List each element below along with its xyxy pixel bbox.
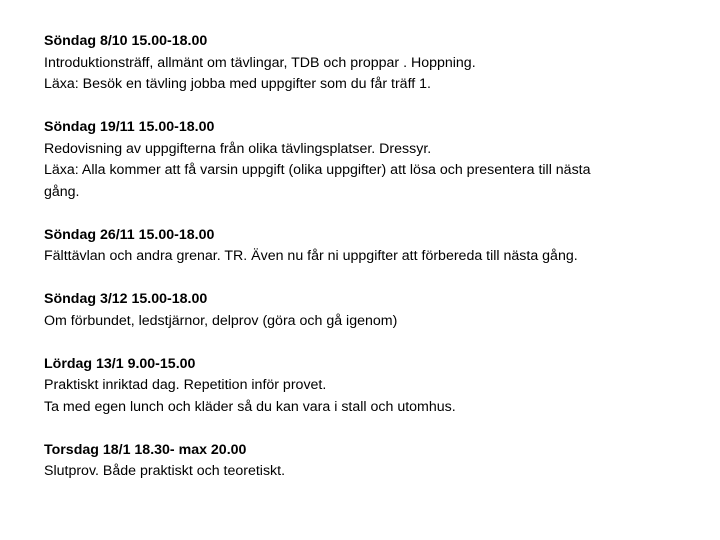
session-6 [44,440,694,483]
session-1 [44,31,694,96]
session-description: Slutprov. Både praktiskt och teoretiskt. [44,463,286,479]
session-homework: Läxa: Besök en tävling jobba med uppgifter som du får träff 1. [44,76,431,92]
session-3 [44,225,694,268]
session-note: Ta med egen lunch och kläder så du kan vara i stall och utomhus. [44,398,456,415]
session-heading: Söndag 26/11 15.00-18.00 [44,226,215,243]
session-5 [44,354,694,419]
session-heading: Söndag 8/10 15.00-18.00 [44,33,208,49]
session-heading: Torsdag 18/1 18.30- max 20.00 [44,441,247,458]
session-2 [44,117,694,203]
session-homework-continued: gång. [44,183,80,200]
session-description: Om förbundet, ledstjärnor, delprov (göra och gå igenom) [44,312,398,329]
session-heading: Lördag 13/1 9.00-15.00 [44,355,196,372]
schedule-list [44,31,694,483]
session-description: Praktiskt inriktad dag. Repetition inför provet. [44,377,327,393]
session-heading: Söndag 3/12 15.00-18.00 [44,291,208,307]
session-description: Redovisning av uppgifterna från olika tävlingsplatser. Dressyr. [44,140,432,157]
session-heading: Söndag 19/11 15.00-18.00 [44,119,215,135]
session-description: Introduktionsträff, allmänt om tävlingar, TDB och proppar . Hoppning. [44,54,476,71]
session-homework: Läxa: Alla kommer att få varsin uppgift (olika uppgifter) att lösa och presentera till nästa [44,162,591,178]
session-4 [44,289,694,332]
session-description: Fälttävlan och andra grenar. TR. Även nu får ni uppgifter att förbereda till nästa gång. [44,248,578,264]
